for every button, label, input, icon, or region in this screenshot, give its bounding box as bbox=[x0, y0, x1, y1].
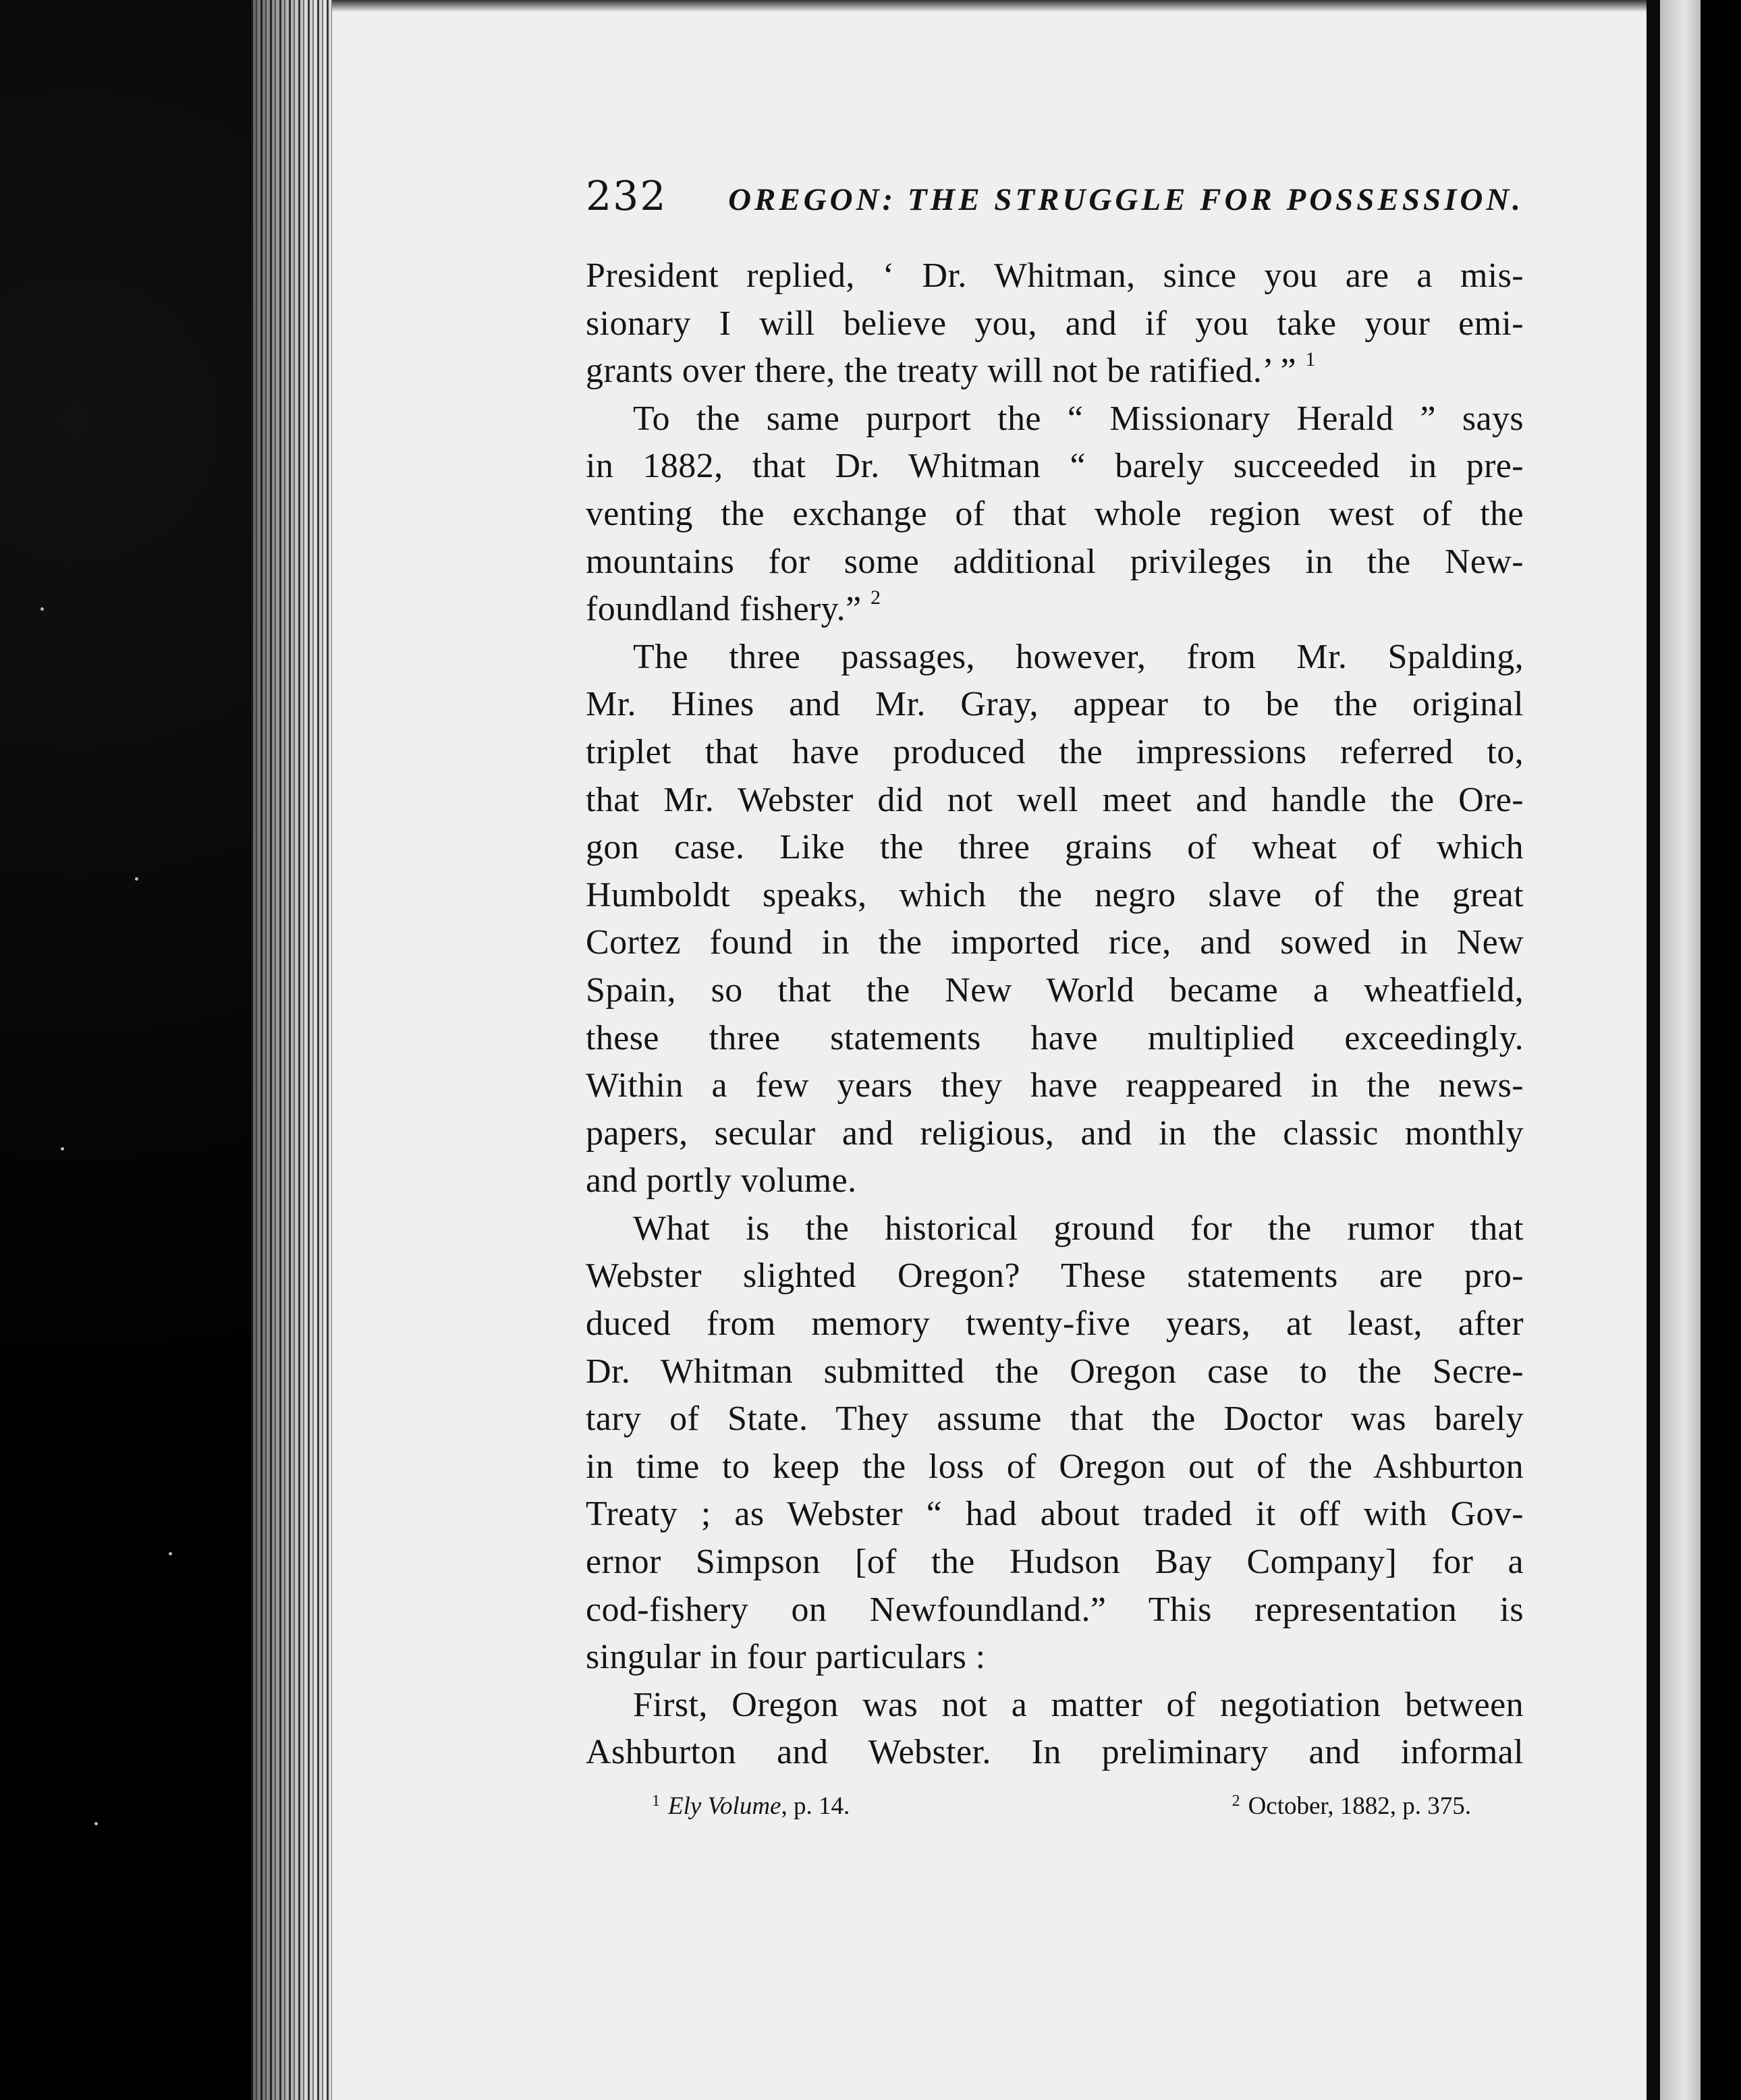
line-text: duced from memory twenty-five years, at least, after bbox=[586, 1304, 1524, 1344]
text-line bbox=[586, 1682, 1524, 1730]
line-text: Dr. Whitman submitted the Oregon case to the Secre- bbox=[586, 1352, 1524, 1391]
line-text: President replied, ‘ Dr. Whitman, since you are a mis- bbox=[586, 256, 1524, 295]
line-text: What is the historical ground for the rumor that bbox=[633, 1209, 1524, 1248]
page-edges-shadow bbox=[251, 0, 332, 2100]
line-text: sionary I will believe you, and if you take your emi- bbox=[586, 304, 1524, 343]
scan-left-margin bbox=[0, 0, 251, 2100]
line-text: gon case. Like the three grains of wheat of which bbox=[586, 828, 1524, 867]
text-line bbox=[586, 1634, 1524, 1682]
text-line bbox=[586, 1491, 1524, 1539]
text-line bbox=[586, 1396, 1524, 1443]
footnote-citation: October, 1882, p. 375. bbox=[1248, 1792, 1471, 1820]
text-line bbox=[586, 491, 1524, 538]
next-page-edge bbox=[1660, 0, 1701, 2100]
footnote-citation: , p. 14. bbox=[781, 1792, 850, 1820]
text-line bbox=[586, 395, 1524, 443]
text-line bbox=[586, 872, 1524, 920]
text-line bbox=[586, 824, 1524, 872]
line-text: ernor Simpson [of the Hudson Bay Company] for a bbox=[586, 1543, 1524, 1582]
paragraph bbox=[586, 634, 1524, 1205]
paragraph bbox=[586, 1205, 1524, 1682]
paragraph bbox=[586, 395, 1524, 634]
text-line bbox=[586, 1110, 1524, 1158]
text-line bbox=[586, 681, 1524, 729]
line-text: that Mr. Webster did not well meet and handle the Ore- bbox=[586, 780, 1524, 819]
line-text: mountains for some additional privileges in the New- bbox=[586, 542, 1524, 581]
footnote-number: 2 bbox=[1232, 1792, 1240, 1810]
scan-right-margin bbox=[1701, 0, 1741, 2100]
line-text: cod-fishery on Newfoundland.” This representation is bbox=[586, 1590, 1524, 1629]
text-line bbox=[586, 1348, 1524, 1396]
footnote-number: 1 bbox=[652, 1792, 660, 1810]
footnote-source-title: Ely Volume bbox=[668, 1792, 781, 1820]
footnote-marker: 2 bbox=[870, 586, 881, 609]
line-text: To the same purport the “ Missionary Herald ” says bbox=[633, 399, 1524, 438]
text-line bbox=[586, 634, 1524, 682]
text-line bbox=[586, 967, 1524, 1015]
gutter-strip bbox=[1647, 0, 1660, 2100]
text-line bbox=[586, 919, 1524, 967]
text-line bbox=[586, 1300, 1524, 1348]
dust-speck bbox=[94, 1822, 98, 1825]
line-text: in 1882, that Dr. Whitman “ barely succeeded in pre- bbox=[586, 447, 1524, 486]
paragraph bbox=[586, 1682, 1524, 1777]
line-text: these three statements have multiplied exceedingly. bbox=[586, 1018, 1524, 1057]
line-text: venting the exchange of that whole region west of the bbox=[586, 494, 1524, 533]
footnotes bbox=[586, 1792, 1524, 1821]
line-text: The three passages, however, from Mr. Spalding, bbox=[633, 637, 1524, 676]
line-text: foundland fishery.” bbox=[586, 590, 862, 629]
line-text: First, Oregon was not a matter of negotiation between bbox=[633, 1685, 1524, 1724]
line-text: Treaty ; as Webster “ had about traded it off with Gov- bbox=[586, 1495, 1524, 1534]
text-line bbox=[586, 1252, 1524, 1300]
line-text: Webster slighted Oregon? These statements are pro- bbox=[586, 1256, 1524, 1296]
text-line bbox=[586, 777, 1524, 825]
text-line bbox=[586, 1586, 1524, 1634]
line-text: Humboldt speaks, which the negro slave of the great bbox=[586, 875, 1524, 914]
paragraph bbox=[586, 252, 1524, 395]
line-text: papers, secular and religious, and in the classic monthly bbox=[586, 1113, 1524, 1153]
dust-speck bbox=[40, 607, 44, 611]
text-line bbox=[586, 729, 1524, 777]
text-line bbox=[586, 1729, 1524, 1777]
text-line bbox=[586, 1062, 1524, 1110]
text-line bbox=[586, 348, 1524, 395]
running-title: OREGON: THE STRUGGLE FOR POSSESSION. bbox=[728, 182, 1524, 217]
text-line bbox=[586, 1157, 1524, 1205]
text-line bbox=[586, 1443, 1524, 1491]
footnote-marker: 1 bbox=[1305, 348, 1316, 371]
text-line bbox=[586, 300, 1524, 348]
text-line bbox=[586, 1539, 1524, 1586]
line-text: triplet that have produced the impressions referred to, bbox=[586, 732, 1524, 771]
dust-speck bbox=[61, 1147, 64, 1151]
running-head bbox=[586, 173, 1524, 233]
body-text bbox=[586, 252, 1524, 1777]
line-text: Within a few years they have reappeared in the news- bbox=[586, 1066, 1524, 1105]
text-line bbox=[586, 538, 1524, 586]
text-line bbox=[586, 1205, 1524, 1253]
dust-speck bbox=[169, 1552, 172, 1555]
line-text: grants over there, the treaty will not be ratified.’ ” bbox=[586, 352, 1296, 391]
line-text: Cortez found in the imported rice, and sowed in New bbox=[586, 923, 1524, 962]
dust-speck bbox=[135, 877, 138, 881]
line-text: Mr. Hines and Mr. Gray, appear to be the original bbox=[586, 685, 1524, 724]
line-text: Spain, so that the New World became a wheatfield, bbox=[586, 970, 1524, 1010]
line-text: Ashburton and Webster. In preliminary and informal bbox=[586, 1733, 1524, 1772]
page-number: 232 bbox=[586, 173, 667, 220]
line-text: tary of State. They assume that the Doctor was barely bbox=[586, 1400, 1524, 1439]
line-text: in time to keep the loss of Oregon out of the Ashburton bbox=[586, 1447, 1524, 1486]
text-line bbox=[586, 586, 1524, 634]
footnote-2 bbox=[1232, 1792, 1471, 1821]
footnote-1 bbox=[652, 1792, 850, 1821]
page-top-shadow bbox=[332, 0, 1647, 12]
line-text: and portly volume. bbox=[586, 1161, 857, 1200]
line-text: singular in four particulars : bbox=[586, 1638, 986, 1677]
text-line bbox=[586, 443, 1524, 491]
text-line bbox=[586, 252, 1524, 300]
page-text-block bbox=[586, 173, 1524, 1821]
text-line bbox=[586, 1015, 1524, 1063]
